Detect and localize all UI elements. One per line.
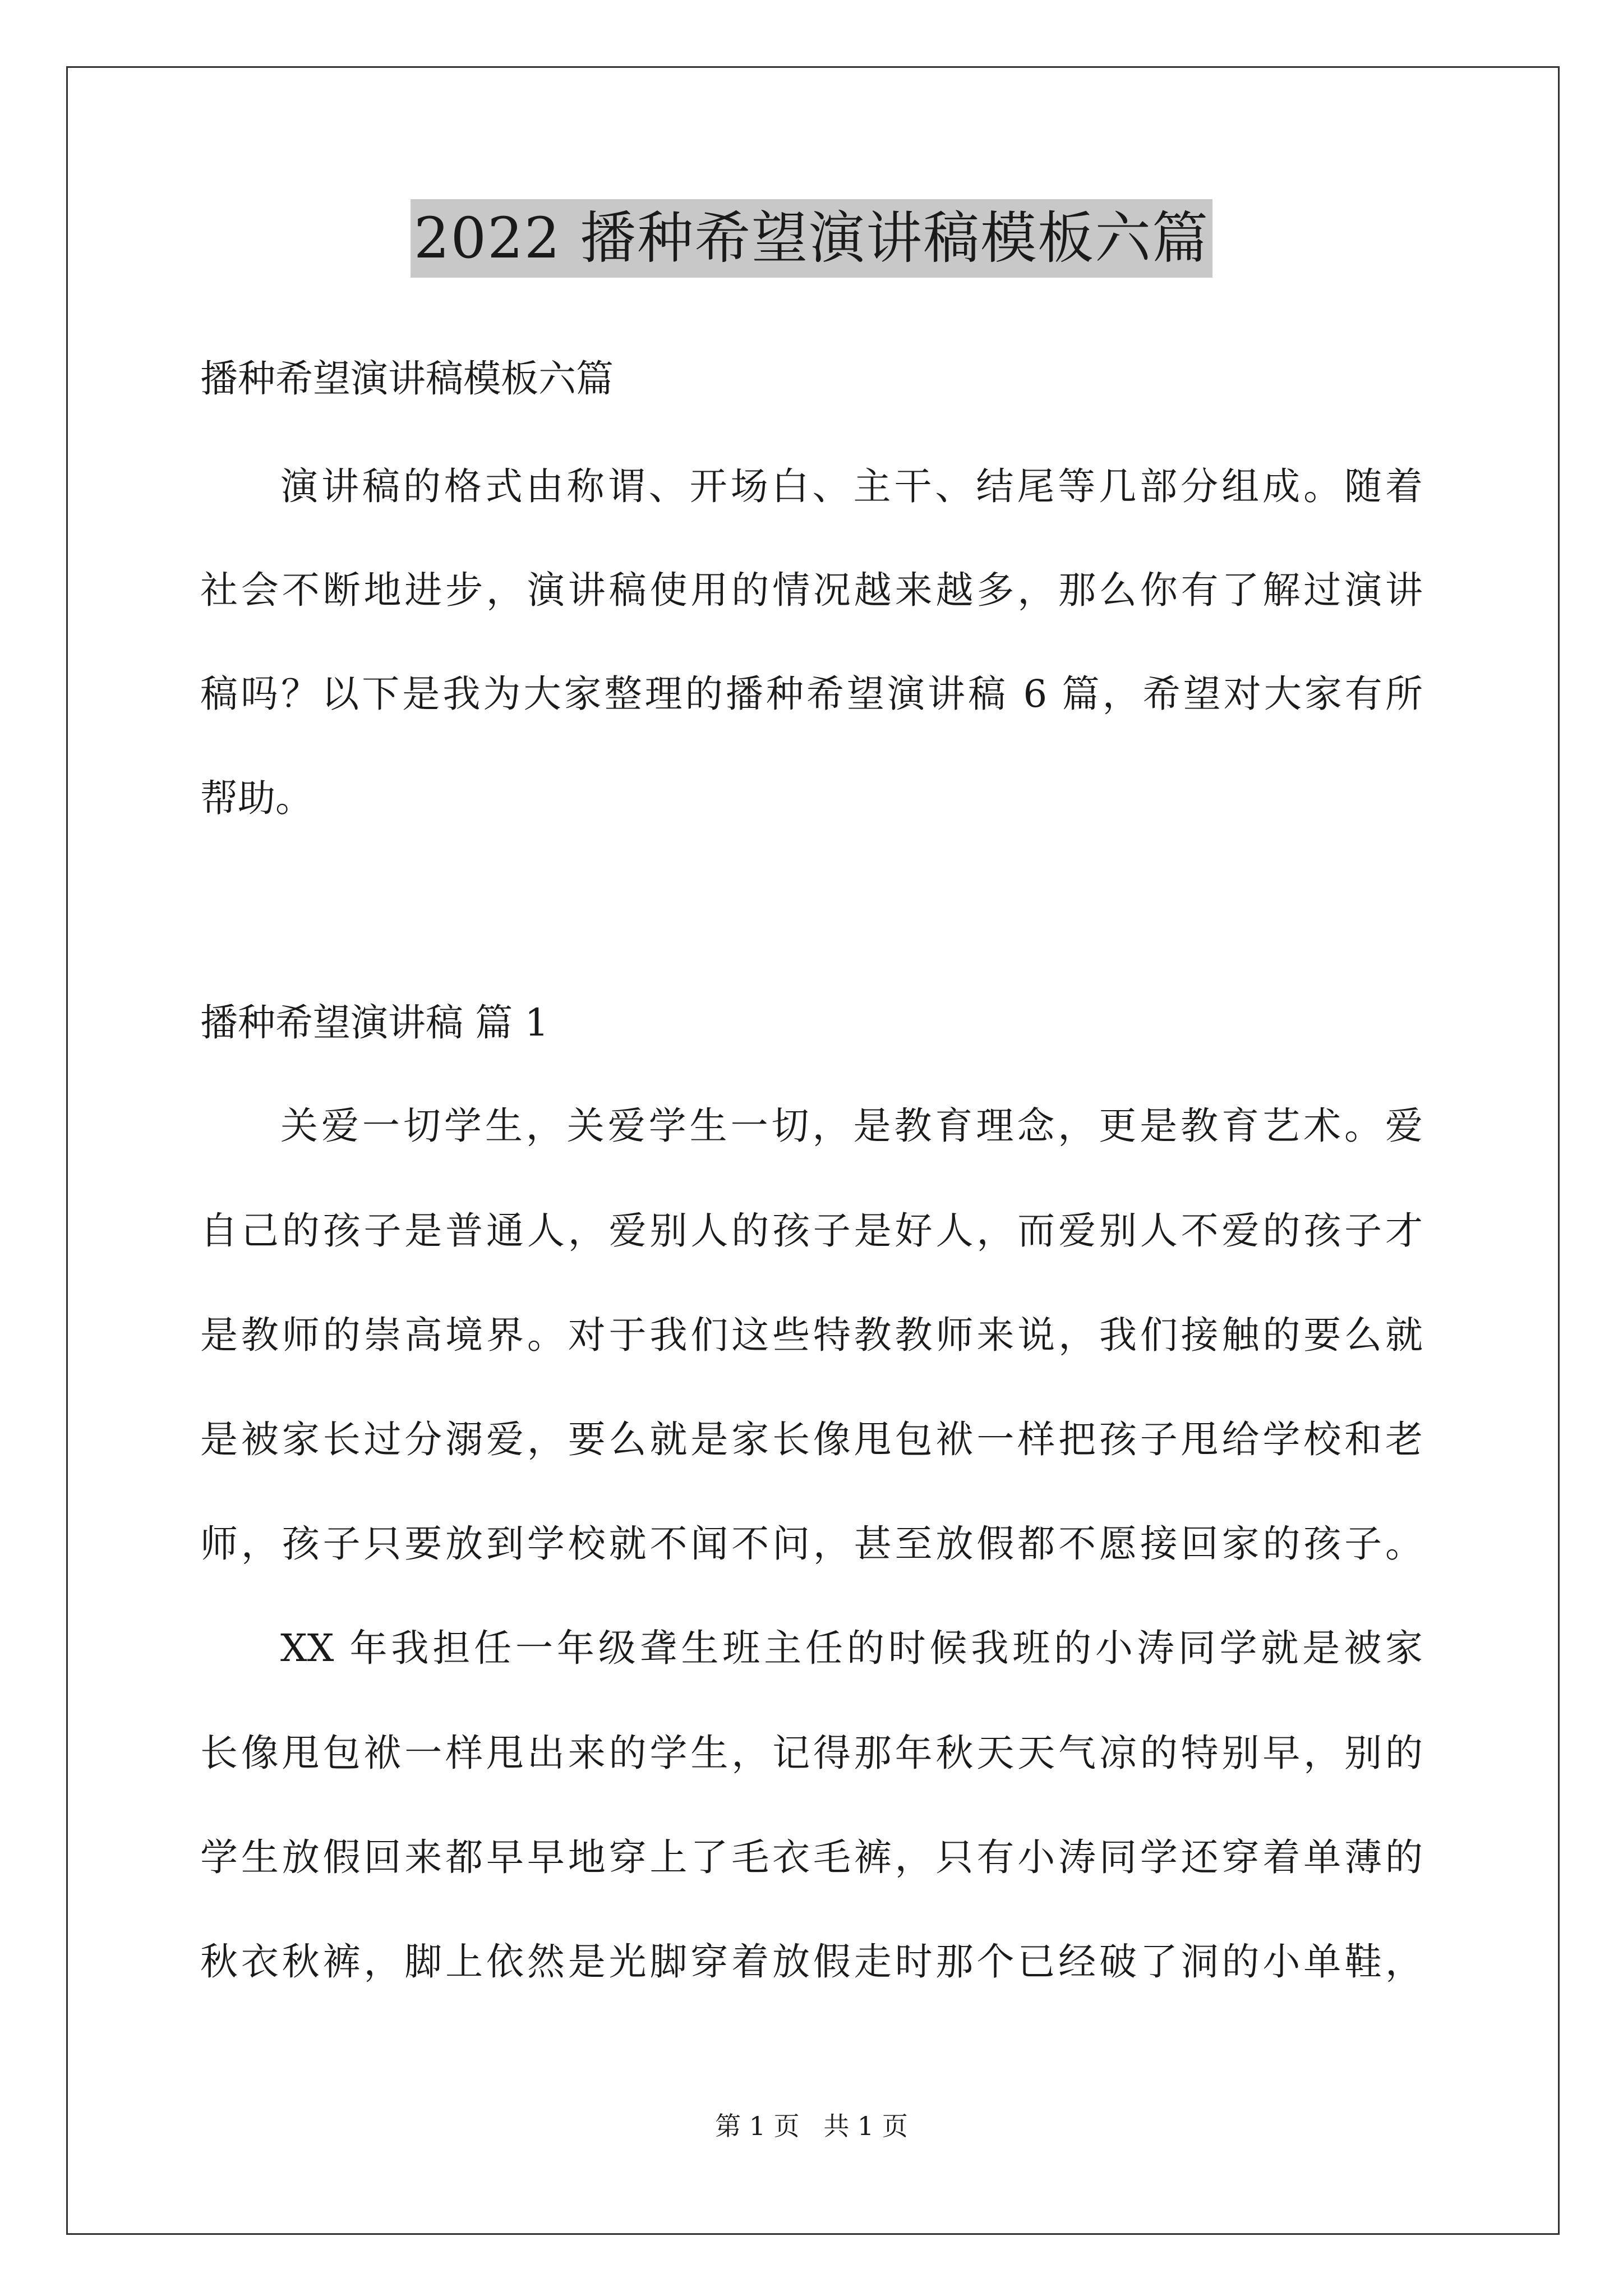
intro-line-3: 稿吗？以下是我为大家整理的播种希望演讲稿 6 篇，希望对大家有所 <box>200 672 1423 716</box>
title-container <box>0 199 1623 278</box>
paragraph2-line-2: 长像甩包袱一样甩出来的学生，记得那年秋天天气凉的特别早，别的 <box>200 1731 1423 1775</box>
paragraph1-line-5: 师，孩子只要放到学校就不闻不问，甚至放假都不愿接回家的孩子。 <box>200 1522 1423 1566</box>
document-subtitle: 播种希望演讲稿模板六篇 <box>200 357 614 401</box>
section-heading: 播种希望演讲稿 篇 1 <box>200 1001 549 1045</box>
intro-line-1: 演讲稿的格式由称谓、开场白、主干、结尾等几部分组成。随着 <box>280 464 1423 508</box>
paragraph1-line-2: 自己的孩子是普通人，爱别人的孩子是好人，而爱别人不爱的孩子才 <box>200 1209 1423 1253</box>
paragraph1-line-4: 是被家长过分溺爱，要么就是家长像甩包袱一样把孩子甩给学校和老 <box>200 1418 1423 1461</box>
paragraph1-line-3: 是教师的崇高境界。对于我们这些特教教师来说，我们接触的要么就 <box>200 1313 1423 1357</box>
document-title: 2022 播种希望演讲稿模板六篇 <box>411 199 1212 278</box>
intro-line-2: 社会不断地进步，演讲稿使用的情况越来越多，那么你有了解过演讲 <box>200 568 1423 612</box>
paragraph2-line-4: 秋衣秋裤，脚上依然是光脚穿着放假走时那个已经破了洞的小单鞋， <box>200 1940 1423 1984</box>
intro-line-4: 帮助。 <box>200 776 313 820</box>
page-footer <box>0 2109 1623 2143</box>
paragraph2-line-1: XX 年我担任一年级聋生班主任的时候我班的小涛同学就是被家 <box>280 1626 1423 1670</box>
paragraph2-line-3: 学生放假回来都早早地穿上了毛衣毛裤，只有小涛同学还穿着单薄的 <box>200 1835 1423 1879</box>
page-number-total: 共 1 页 <box>823 2111 908 2141</box>
paragraph1-line-1: 关爱一切学生，关爱学生一切，是教育理念，更是教育艺术。爱 <box>280 1104 1423 1148</box>
page-number-current: 第 1 页 <box>715 2111 800 2141</box>
